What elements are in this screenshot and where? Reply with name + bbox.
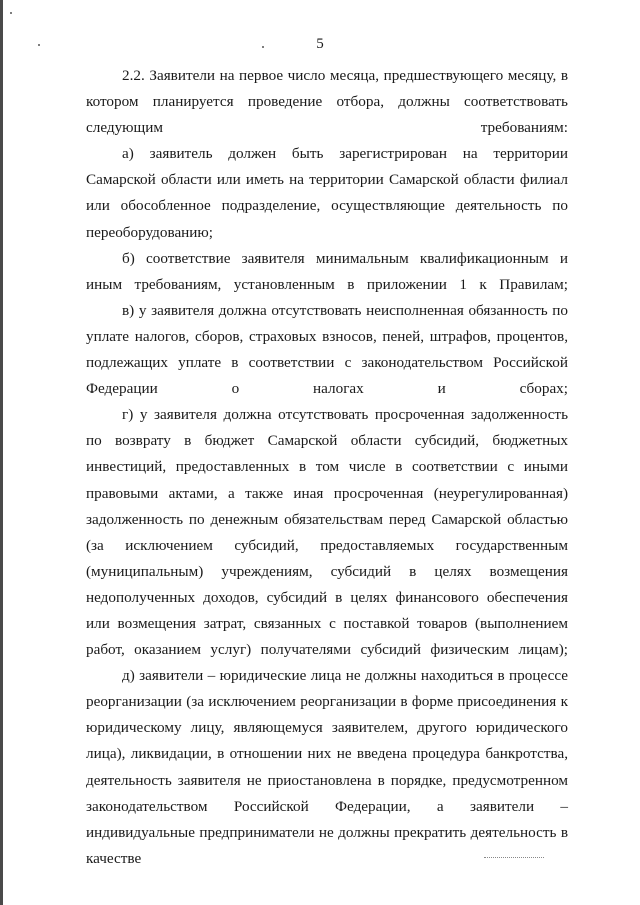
paragraph-2-2: 2.2. Заявители на первое число месяца, предшествующего месяцу, в котором планируется проведение отбора, должны соответствовать следующим требованиям: [86, 67, 568, 137]
paragraph-v: в) у заявителя должна отсутствовать неисполненная обязанность по уплате налогов, сборов, страховых взносов, пеней, штрафов, процентов, подлежащих уплате в соответствии с законодательством Российской Федерации о налогах и сборах; [86, 301, 568, 398]
paragraph-d: д) заявители – юридические лица не должны находиться в процессе реорганизации (за исключением реорганизации в форме присоединения к юридическому лицу, являющемуся заявителем, другого юридического лица), ликвидации, в отношении них не введена процедура банкротства, деятельность заявителя не приостановлена в порядке, предусмотренном законодательством Российской Федерации, а заявители – индивидуальные предприниматели не должны прекратить деятельность в качестве [86, 667, 568, 867]
paragraph-g: г) у заявителя должна отсутствовать просроченная задолженность по возврату в бюджет Самарской области субсидий, бюджетных инвестиций, предоставленных в том числе в соответствии с иными правовыми актами, а также иная просроченная (неурегулированная) задолженность по денежным обязательствам перед Самарской областью (за исключением субсидий, предоставляемых государственным (муниципальным) учреждениям, субсидий в целях возмещения недополученных доходов, субсидий в целях финансового обеспечения или возмещения затрат, связанных с поставкой товаров (выполнением работ, оказанием услуг) получателями субсидий физическим лицам); [86, 406, 568, 659]
page-number: 5 [316, 36, 324, 52]
scan-artifact [484, 857, 544, 862]
scan-speck [10, 12, 12, 14]
scan-left-edge [0, 0, 3, 905]
paragraph-b: б) соответствие заявителя минимальным квалификационным и иным требованиям, установленным в приложении 1 к Правилам; [86, 249, 568, 293]
document-body [86, 63, 568, 872]
paragraph-a: а) заявитель должен быть зарегистрирован на территории Самарской области или иметь на территории Самарской области филиал или обособленное подразделение, осуществляющие деятельность по переоборудованию; [86, 145, 568, 241]
